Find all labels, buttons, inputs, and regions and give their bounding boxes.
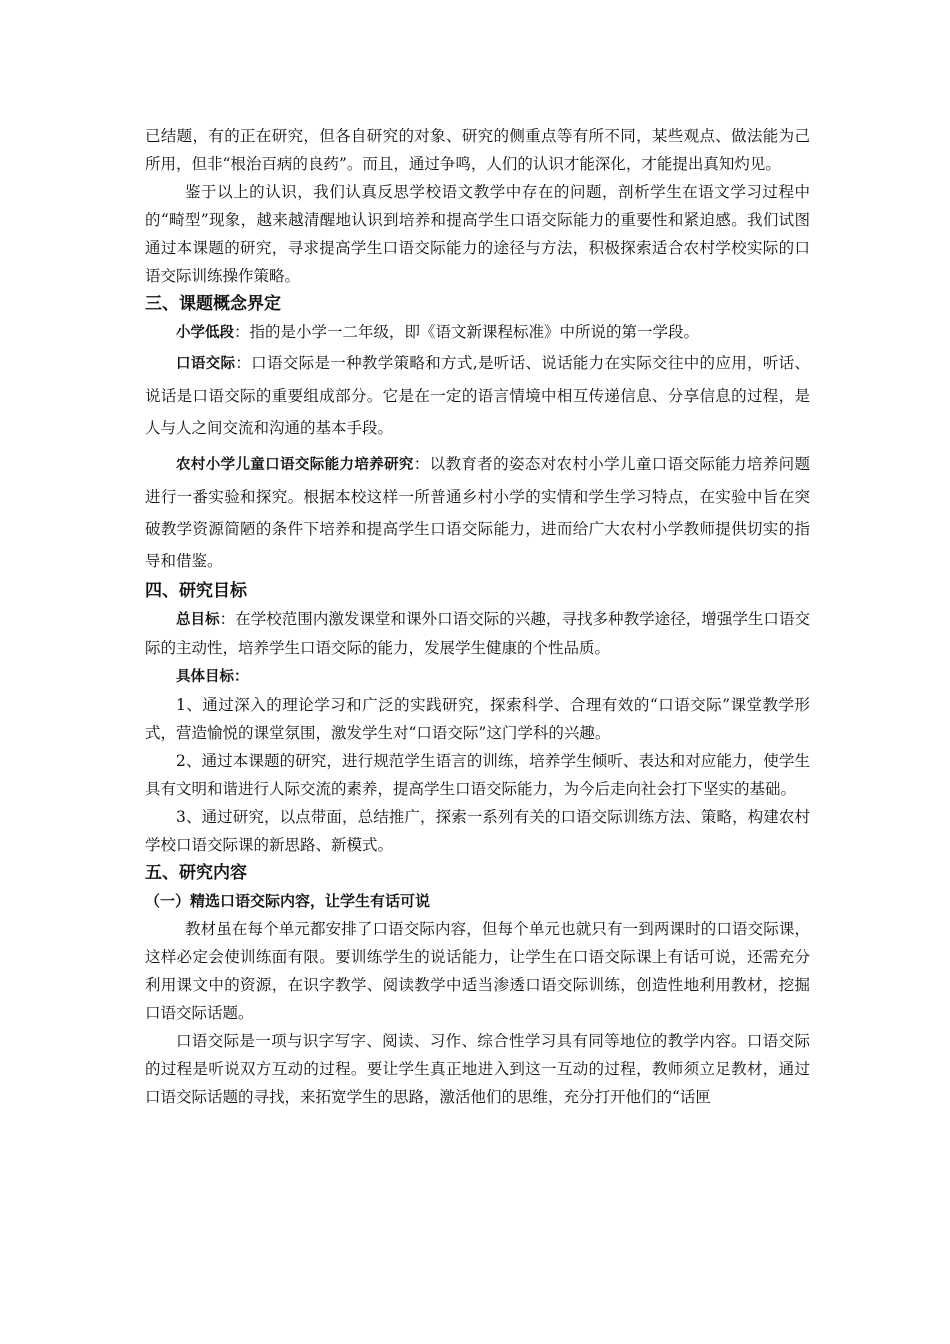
overall-goal-label: 总目标 bbox=[176, 612, 220, 628]
section-5-subheading-1: （一）精选口语交际内容，让学生有话可说 bbox=[145, 892, 431, 910]
term-oral-communication-text: ：口语交际是一种教学策略和方式,是听话、说话能力在实际交往中的应用，听话、说话是口语交际的重要组成部分。它是在一定的语言情境中相互传递信息、分享信息的过程，是人与人之间交流和沟通的基本手段。 bbox=[145, 354, 810, 437]
term-research-topic bbox=[145, 448, 810, 577]
section-4-heading: 四、研究目标 bbox=[145, 581, 247, 601]
specific-goal-2: 2、通过本课题的研究，进行规范学生语言的训练，培养学生倾听、表达和对应能力，使学生具有文明和谐进行人际交流的素养，提高学生口语交际能力，为今后走向社会打下坚实的基础。 bbox=[145, 752, 810, 798]
specific-goals-label: 具体目标： bbox=[176, 669, 249, 685]
content-paragraph-2: 口语交际是一项与识字写字、阅读、习作、综合性学习具有同等地位的教学内容。口语交际的过程是听说双方互动的过程。要让学生真正地进入到这一互动的过程，教师须立足教材，通过口语交际话题的寻找，来拓宽学生的思路，激活他们的思维，充分打开他们的“话匣 bbox=[145, 1032, 810, 1106]
term-low-grade-label: 小学低段 bbox=[176, 325, 234, 341]
term-oral-communication-label: 口语交际 bbox=[176, 356, 236, 372]
term-low-grade-text: ：指的是小学一二年级，即《语文新课程标准》中所说的第一学段。 bbox=[234, 323, 700, 341]
term-low-grade bbox=[145, 318, 810, 347]
content-paragraph-1: 教材虽在每个单元都安排了口语交际内容，但每个单元也就只有一到两课时的口语交际课，这样必定会使训练面有限。要训练学生的说话能力，让学生在口语交际课上有话可说，还需充分利用课文中的资源，在识字教学、阅读教学中适当渗透口语交际训练，创造性地利用教材，挖掘口语交际话题。 bbox=[145, 920, 810, 1022]
section-5-heading: 五、研究内容 bbox=[145, 863, 247, 883]
term-research-topic-text: ：以教育者的姿态对农村小学儿童口语交际能力培养问题进行一番实验和探究。根据本校这样一所普通乡村小学的实情和学生学习特点，在实验中旨在突破教学资源简陋的条件下培养和提高学生口语交际能力，进而给广大农村小学教师提供切实的指导和借鉴。 bbox=[145, 455, 810, 570]
term-oral-communication bbox=[145, 347, 810, 444]
specific-goal-3: 3、通过研究，以点带面，总结推广，探索一系列有关的口语交际训练方法、策略，构建农村学校口语交际课的新思路、新模式。 bbox=[145, 808, 810, 854]
overall-goal-text: ：在学校范围内激发课堂和课外口语交际的兴趣，寻找多种教学途径，增强学生口语交际的主动性，培养学生口语交际的能力，发展学生健康的个性品质。 bbox=[145, 610, 811, 657]
intro-paragraph-1: 已结题，有的正在研究，但各自研究的对象、研究的侧重点等有所不同，某些观点、做法能为己所用，但非“根治百病的良药”。而且，通过争鸣，人们的认识才能深化，才能提出真知灼见。 bbox=[145, 127, 810, 173]
intro-paragraph-2: 鉴于以上的认识，我们认真反思学校语文教学中存在的问题，剖析学生在语文学习过程中的“畸型”现象，越来越清醒地认识到培养和提高学生口语交际能力的重要性和紧迫感。我们试图通过本课题的研究，寻求提高学生口语交际能力的途径与方法，积极探索适合农村学校实际的口语交际训练操作策略。 bbox=[145, 183, 810, 285]
specific-goal-1: 1、通过深入的理论学习和广泛的实践研究，探索科学、合理有效的“口语交际”课堂教学形式，营造愉悦的课堂氛围，激发学生对“口语交际”这门学科的兴趣。 bbox=[145, 696, 810, 742]
document-body bbox=[145, 122, 810, 1111]
overall-goal bbox=[145, 605, 810, 662]
term-research-topic-label: 农村小学儿童口语交际能力培养研究 bbox=[176, 457, 414, 473]
section-3-heading: 三、课题概念界定 bbox=[145, 294, 281, 314]
